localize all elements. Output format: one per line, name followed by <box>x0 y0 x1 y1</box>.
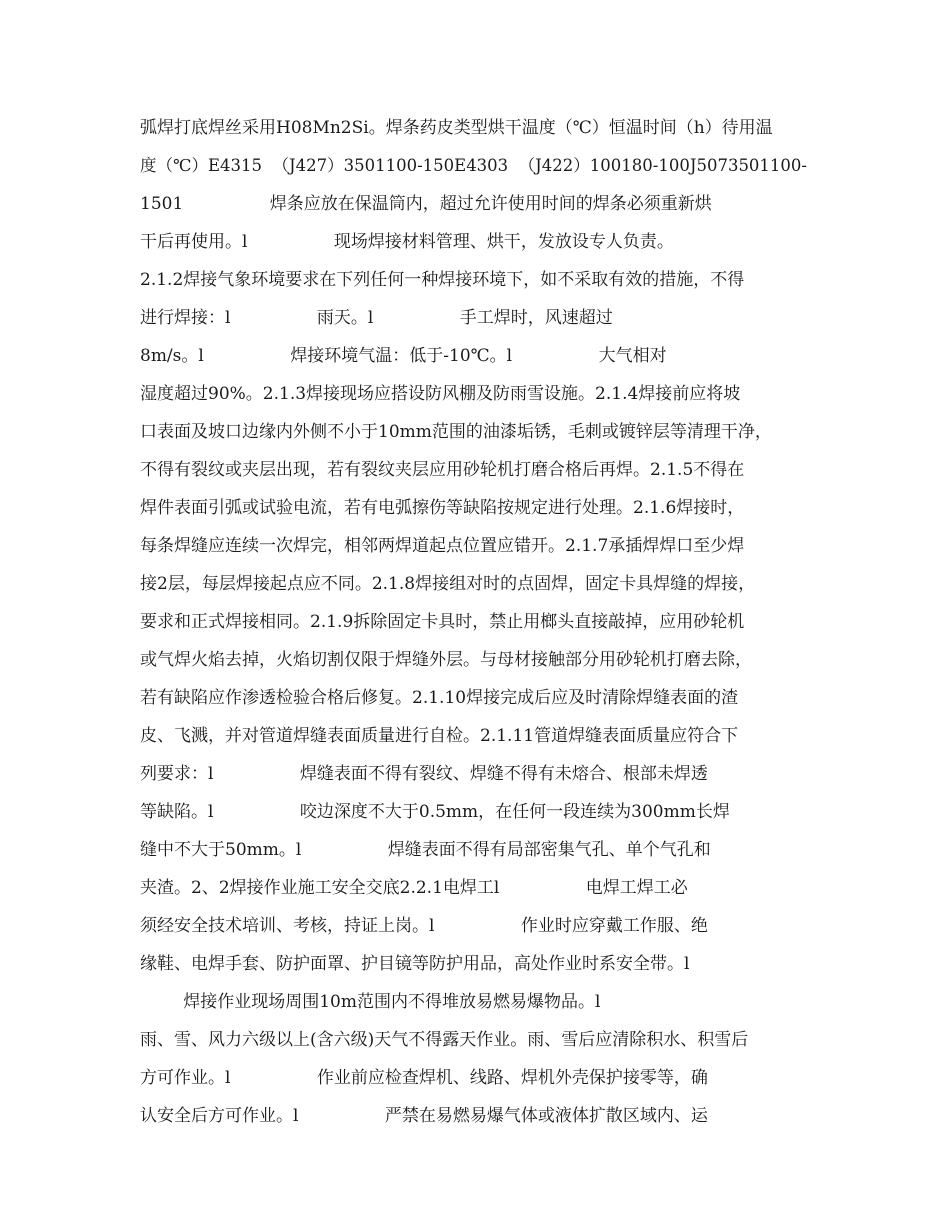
text-line-19: 等缺陷。l 咬边深度不大于0.5mm，在任何一段连续为300mm长焊 <box>140 802 730 822</box>
text-line-6: 进行焊接：l 雨天。l 手工焊时，风速超过 <box>140 308 613 328</box>
text-line-15: 或气焊火焰去掉，火焰切割仅限于焊缝外层。与母材接触部分用砂轮机打磨去除， <box>140 650 752 670</box>
text-line-8: 湿度超过90%。2.1.3焊接现场应搭设防风棚及防雨雪设施。2.1.4焊接前应将坡 <box>140 384 741 404</box>
text-line-23: 缘鞋、电焊手套、防护面罩、护目镜等防护用品，高处作业时系安全带。l <box>140 954 690 974</box>
text-line-22: 须经安全技术培训、考核，持证上岗。l 作业时应穿戴工作服、绝 <box>140 916 708 936</box>
text-line-1: 弧焊打底焊丝采用H08Mn2Si。焊条药皮类型烘干温度（℃）恒温时间（h）待用温 <box>140 118 773 138</box>
text-line-25: 雨、雪、风力六级以上(含六级)天气不得露天作业。雨、雪后应清除积水、积雪后 <box>140 1030 749 1050</box>
text-line-13: 接2层，每层焊接起点应不同。2.1.8焊接组对时的点固焊，固定卡具焊缝的焊接， <box>140 574 756 594</box>
text-line-3: 1501 焊条应放在保温筒内，超过允许使用时间的焊条必须重新烘 <box>140 194 712 214</box>
text-line-27: 认安全后方可作业。l 严禁在易燃易爆气体或液体扩散区域内、运 <box>140 1106 708 1126</box>
text-line-21: 夹渣。2、2焊接作业施工安全交底2.2.1电焊工l 电焊工焊工必 <box>140 878 688 898</box>
text-line-14: 要求和正式焊接相同。2.1.9拆除固定卡具时，禁止用榔头直接敲掉，应用砂轮机 <box>140 612 745 632</box>
text-line-2: 度（℃）E4315 （J427）3501100-150E4303 （J422）100180-100J5073501100- <box>140 156 808 175</box>
text-line-18: 列要求：l 焊缝表面不得有裂纹、焊缝不得有未熔合、根部未焊透 <box>140 764 708 784</box>
text-line-9: 口表面及坡口边缘内外侧不小于10mm范围的油漆垢锈，毛刺或镀锌层等清理干净， <box>140 422 772 442</box>
text-line-4: 干后再使用。l 现场焊接材料管理、烘干，发放设专人负责。 <box>140 232 674 252</box>
text-line-12: 每条焊缝应连续一次焊完，相邻两焊道起点位置应错开。2.1.7承插焊焊口至少焊 <box>140 536 745 556</box>
text-line-16: 若有缺陷应作渗透检验合格后修复。2.1.10焊接完成后应及时清除焊缝表面的渣 <box>140 688 739 708</box>
text-line-10: 不得有裂纹或夹层出现，若有裂纹夹层应用砂轮机打磨合格后再焊。2.1.5不得在 <box>140 460 745 480</box>
text-line-17: 皮、飞溅，并对管道焊缝表面质量进行自检。2.1.11管道焊缝表面质量应符合下 <box>140 726 739 746</box>
text-line-11: 焊件表面引弧或试验电流，若有电弧擦伤等缺陷按规定进行处理。2.1.6焊接时， <box>140 498 745 518</box>
text-line-20: 缝中不大于50mm。l 焊缝表面不得有局部密集气孔、单个气孔和 <box>140 840 711 860</box>
text-line-24: 焊接作业现场周围10m范围内不得堆放易燃易爆物品。l <box>140 992 601 1012</box>
text-line-26: 方可作业。l 作业前应检查焊机、线路、焊机外壳保护接零等，确 <box>140 1068 708 1088</box>
text-line-7: 8m/s。l 焊接环境气温：低于-10℃。l 大气相对 <box>140 346 667 366</box>
text-line-5: 2.1.2焊接气象环境要求在下列任何一种焊接环境下，如不采取有效的措施，不得 <box>140 270 745 290</box>
